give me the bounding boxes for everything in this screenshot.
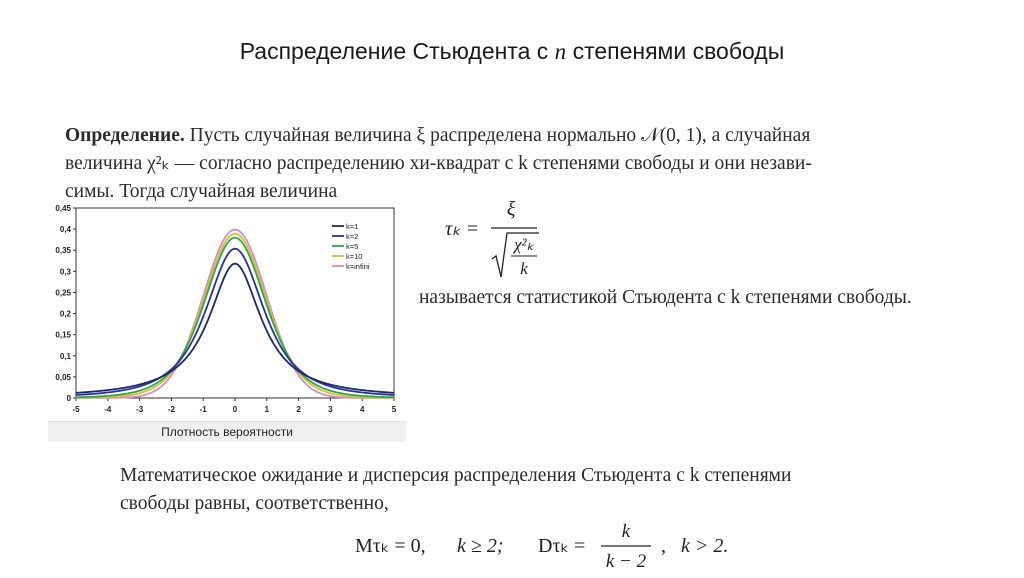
- legend-label: k=1: [346, 222, 359, 231]
- student-statistic-text: называется статистикой Стьюдента с k степенями свободы.: [419, 287, 912, 308]
- y-tick-label: 0,2: [59, 309, 71, 319]
- svg-text:,: ,: [661, 535, 666, 557]
- formula-numerator: ξ: [506, 198, 516, 220]
- moments-formula: [355, 522, 755, 578]
- chart-caption-bar: [48, 421, 406, 442]
- mean-formula: Mτₖ = 0,: [355, 535, 426, 557]
- moments-line-2: свободы равны, соответственно,: [120, 493, 389, 514]
- y-tick-label: 0,25: [55, 288, 71, 298]
- moments-line-1: Математическое ожидание и дисперсия распределения Стьюдента с k степенями: [120, 465, 792, 486]
- y-tick-label: 0: [66, 394, 71, 403]
- y-tick-label: 0,3: [59, 267, 71, 277]
- variance-denominator: k − 2: [605, 551, 647, 572]
- moments-formula-svg: [355, 522, 755, 572]
- y-tick-label: 0,05: [55, 372, 71, 382]
- y-tick-label: 0,1: [59, 351, 71, 361]
- x-tick-label: 1: [264, 405, 270, 414]
- x-tick-label: 2: [296, 405, 301, 414]
- x-tick-label: -4: [104, 405, 112, 414]
- definition-line-2: величина χ²ₖ — согласно распределению хи-квадрат с k степенями свободы и они незави-: [65, 153, 812, 174]
- y-tick-label: 0,4: [59, 225, 71, 235]
- definition-line-1: Пусть случайная величина ξ распределена нормально 𝒩(0, 1), а случайная: [189, 125, 811, 146]
- x-tick-label: 3: [328, 405, 333, 414]
- density-chart: [48, 200, 408, 442]
- x-tick-label: -2: [167, 405, 175, 414]
- slide-title: [0, 38, 1024, 65]
- y-tick-label: 0,45: [55, 204, 71, 213]
- mean-condition: k ≥ 2;: [457, 535, 504, 557]
- formula-lhs: τₖ =: [445, 218, 480, 240]
- x-tick-label: 5: [391, 405, 397, 414]
- chart-caption: Плотность вероятности: [161, 425, 293, 439]
- student-statistic-formula: [445, 193, 555, 289]
- formula-radicand-denominator: k: [520, 259, 528, 278]
- density-chart-svg: [48, 200, 408, 422]
- x-tick-label: -1: [199, 405, 207, 414]
- x-tick-label: 0: [232, 405, 238, 414]
- legend-label: k=2: [346, 232, 359, 241]
- variance-formula-lhs: Dτₖ =: [538, 535, 586, 557]
- title-variable: n: [554, 39, 567, 64]
- definition-line-3: симы. Тогда случайная величина: [65, 181, 338, 202]
- title-text-end: степенями свободы: [572, 38, 785, 64]
- y-tick-label: 0,15: [55, 330, 71, 340]
- legend-label: k=infini: [346, 262, 370, 271]
- x-tick-label: 4: [359, 405, 365, 414]
- variance-numerator: k: [621, 522, 631, 542]
- legend-label: k=10: [346, 252, 363, 261]
- y-tick-label: 0,35: [55, 246, 71, 256]
- legend-label: k=5: [346, 242, 359, 251]
- moments-paragraph: [120, 462, 972, 518]
- x-tick-label: -3: [136, 405, 144, 414]
- title-text: Распределение Стьюдента с: [239, 38, 549, 64]
- variance-condition: k > 2.: [681, 535, 729, 557]
- formula-radicand-numerator: χ²ₖ: [514, 235, 534, 254]
- definition-lead: Определение.: [65, 125, 185, 146]
- student-formula-svg: [445, 193, 555, 283]
- x-tick-label: -5: [72, 405, 80, 414]
